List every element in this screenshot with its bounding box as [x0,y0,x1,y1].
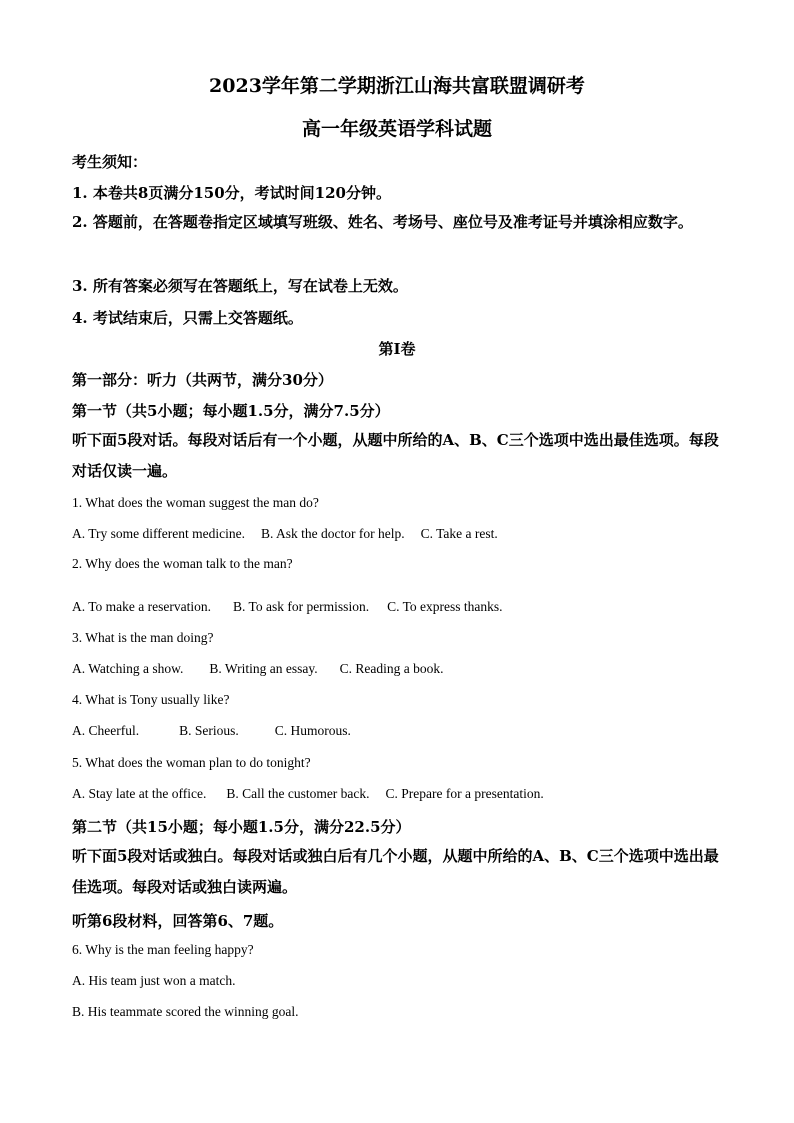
material-6-label: 听第6段材料，回答第6、7题。 [72,912,284,930]
section2-instruction: 听下面5段对话或独白。每段对话或独白后有几个小题，从题中所给的A、B、C三个选项中选出最佳选项。每段对话或独白读两遍。 [72,847,719,896]
question-1: 1. What does the woman suggest the man do? [72,495,319,510]
section1-instruction: 听下面5段对话。每段对话后有一个小题，从题中所给的A、B、C三个选项中选出最佳选项。每段对话仅读一遍。 [72,431,719,480]
section1-title: 第一节（共5小题；每小题1.5分，满分7.5分） [72,402,390,420]
option-a: A. Cheerful. [72,723,140,738]
question-2: 2. Why does the woman talk to the man? [72,556,293,571]
notice-item-1: 1. 本卷共8页满分150分，考试时间120分钟。 [72,184,391,202]
question-4: 4. What is Tony usually like? [72,692,230,707]
option-c: C. Reading a book. [339,661,444,676]
option-b: B. To ask for permission. [233,599,370,614]
option-a: A. Stay late at the office. [72,786,207,801]
option-b: B. Ask the doctor for help. [260,526,405,541]
exam-subtitle: 高一年级英语学科试题 [301,118,492,140]
option-c: C. Humorous. [274,723,351,738]
volume-label: 第I卷 [378,340,416,358]
option-b: B. Call the customer back. [226,786,370,801]
question-5-options [72,786,560,802]
notice-heading: 考生须知： [72,153,148,171]
question-4-options [72,723,367,739]
notice-item-4: 4. 考试结束后，只需上交答题纸。 [72,309,303,327]
notice-item-3: 3. 所有答案必须写在答题纸上，写在试卷上无效。 [72,277,408,295]
part1-title: 第一部分：听力（共两节，满分30分） [72,371,333,389]
option-a: A. Watching a show. [72,661,184,676]
question-5: 5. What does the woman plan to do tonight? [72,755,311,770]
exam-title: 2023学年第二学期浙江山海共富联盟调研考 [209,75,585,97]
option-c: C. Take a rest. [420,526,498,541]
question-3: 3. What is the man doing? [72,630,214,645]
question-2-options [72,599,519,615]
question-6-option-a: A. His team just won a match. [72,973,236,988]
option-b: B. Serious. [179,723,239,738]
option-c: C. To express thanks. [387,599,503,614]
section2-title: 第二节（共15小题；每小题1.5分，满分22.5分） [72,818,411,836]
option-a: A. To make a reservation. [72,599,212,614]
question-3-options [72,661,459,677]
question-1-options [72,526,514,542]
question-6: 6. Why is the man feeling happy? [72,942,254,957]
option-c: C. Prepare for a presentation. [385,786,544,801]
option-b: B. Writing an essay. [209,661,318,676]
option-a: A. Try some different medicine. [72,526,245,541]
question-6-option-b: B. His teammate scored the winning goal. [72,1004,299,1019]
notice-item-2: 2. 答题前，在答题卷指定区域填写班级、姓名、考场号、座位号及准考证号并填涂相应数字。 [72,213,693,231]
